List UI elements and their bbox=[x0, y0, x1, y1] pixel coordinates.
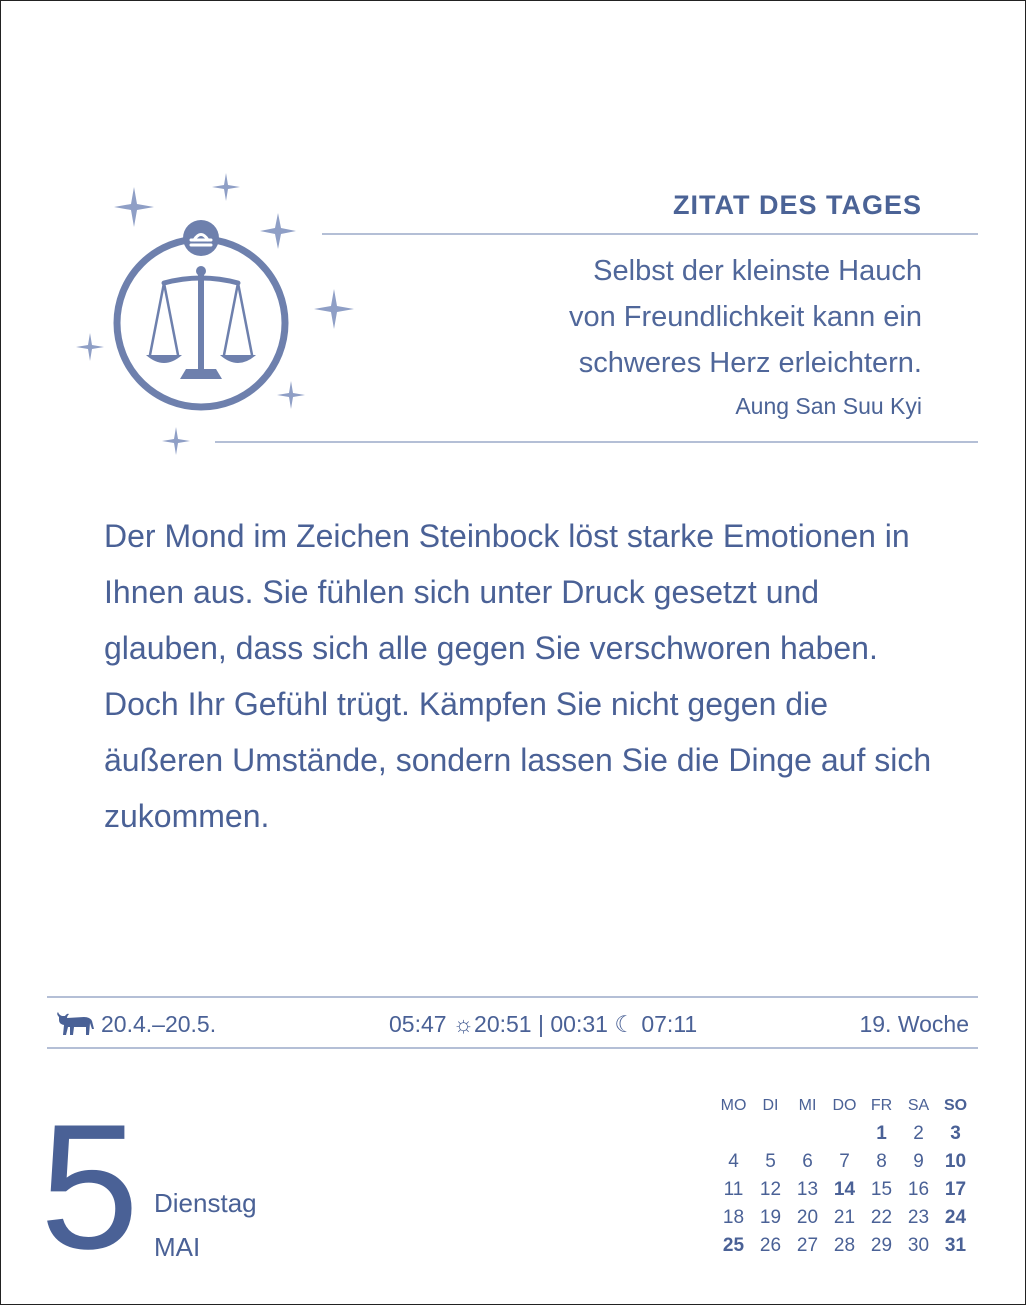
moon-icon: ☾ bbox=[614, 1011, 635, 1037]
calendar-empty-cell bbox=[789, 1120, 826, 1148]
sunrise-time: 05:47 bbox=[389, 1011, 447, 1037]
calendar-day: 20 bbox=[796, 1207, 819, 1228]
calendar-header bbox=[715, 1092, 979, 1120]
calendar-week: 19. Woche bbox=[859, 1011, 969, 1037]
zodiac-date-range: 20.4.–20.5. bbox=[101, 1011, 217, 1037]
quote-line: schweres Herz erleichtern. bbox=[578, 347, 922, 379]
calendar-day: 18 bbox=[722, 1207, 745, 1228]
day-number: 5 bbox=[40, 1087, 139, 1286]
sunset-time: 20:51 bbox=[474, 1011, 532, 1037]
mini-calendar bbox=[715, 1092, 979, 1260]
bull-icon bbox=[56, 1011, 96, 1037]
calendar-day: 25 bbox=[722, 1235, 745, 1256]
calendar-day: 2 bbox=[913, 1123, 924, 1144]
calendar-day: 28 bbox=[833, 1235, 856, 1256]
calendar-day: 29 bbox=[870, 1235, 893, 1256]
calendar-day: 4 bbox=[728, 1151, 739, 1172]
weekday-label: Dienstag bbox=[154, 1188, 257, 1218]
calendar-day: 31 bbox=[944, 1235, 967, 1256]
calendar-weekday-header: MO bbox=[720, 1097, 747, 1114]
info-top-divider bbox=[47, 996, 978, 998]
quote-heading: ZITAT DES TAGES bbox=[673, 190, 922, 220]
calendar-empty-cell bbox=[715, 1120, 752, 1148]
calendar-day: 1 bbox=[876, 1123, 887, 1144]
moonrise-time: 00:31 bbox=[550, 1011, 608, 1037]
calendar-day: 15 bbox=[870, 1179, 893, 1200]
calendar-day: 11 bbox=[723, 1179, 744, 1200]
calendar-weekday-header: DO bbox=[832, 1097, 857, 1114]
quote-bottom-divider bbox=[215, 441, 978, 443]
calendar-empty-cell bbox=[752, 1120, 789, 1148]
calendar-day: 26 bbox=[759, 1235, 782, 1256]
quote-line: Selbst der kleinste Hauch bbox=[593, 255, 922, 287]
separator: | bbox=[538, 1011, 544, 1037]
calendar-day: 10 bbox=[944, 1151, 967, 1172]
libra-emblem-icon bbox=[70, 165, 370, 465]
calendar-weekday-header: FR bbox=[870, 1097, 893, 1114]
quote-author: Aung San Suu Kyi bbox=[735, 393, 922, 419]
horoscope-text: Der Mond im Zeichen Steinbock löst starke Emotionen in Ihnen aus. Sie fühlen sich unter Druck gesetzt und glauben, dass sich alle gegen Sie verschworen haben. Doch Ihr Gefühl trügt. Kämpfen Sie nicht gegen die äußeren Umstände, sondern lassen Sie die Dinge auf sich zukommen. bbox=[104, 518, 932, 834]
calendar-day: 7 bbox=[839, 1151, 850, 1172]
calendar-day: 27 bbox=[796, 1235, 819, 1256]
calendar-day: 24 bbox=[944, 1207, 967, 1228]
quote-text bbox=[452, 248, 922, 386]
calendar-day: 5 bbox=[765, 1151, 776, 1172]
calendar-day: 9 bbox=[913, 1151, 924, 1172]
calendar-day: 17 bbox=[944, 1179, 967, 1200]
calendar-day: 21 bbox=[833, 1207, 856, 1228]
sun-moon-times bbox=[389, 1008, 697, 1040]
quote-top-divider bbox=[322, 233, 978, 235]
sun-icon: ☼ bbox=[452, 1011, 475, 1037]
calendar-weekday-header: SO bbox=[943, 1097, 968, 1114]
calendar-days bbox=[715, 1120, 979, 1260]
calendar-day: 19 bbox=[759, 1207, 782, 1228]
moonset-time: 07:11 bbox=[641, 1011, 698, 1037]
calendar-weekday-header: SA bbox=[907, 1097, 930, 1114]
calendar-day: 16 bbox=[907, 1179, 930, 1200]
calendar-day: 23 bbox=[907, 1207, 930, 1228]
calendar-day: 3 bbox=[950, 1123, 961, 1144]
calendar-day: 13 bbox=[796, 1179, 819, 1200]
calendar-empty-cell bbox=[826, 1120, 863, 1148]
month-label: MAI bbox=[154, 1232, 201, 1262]
calendar-weekday-header: DI bbox=[762, 1097, 779, 1114]
calendar-day: 22 bbox=[870, 1207, 893, 1228]
calendar-weekday-header: MI bbox=[798, 1097, 817, 1114]
calendar-day: 6 bbox=[802, 1151, 813, 1172]
calendar-day: 30 bbox=[907, 1235, 930, 1256]
quote-line: von Freundlichkeit kann ein bbox=[568, 301, 922, 333]
calendar-day: 8 bbox=[876, 1151, 887, 1172]
calendar-day: 14 bbox=[833, 1179, 856, 1200]
calendar-day: 12 bbox=[759, 1179, 782, 1200]
info-bottom-divider bbox=[47, 1047, 978, 1049]
